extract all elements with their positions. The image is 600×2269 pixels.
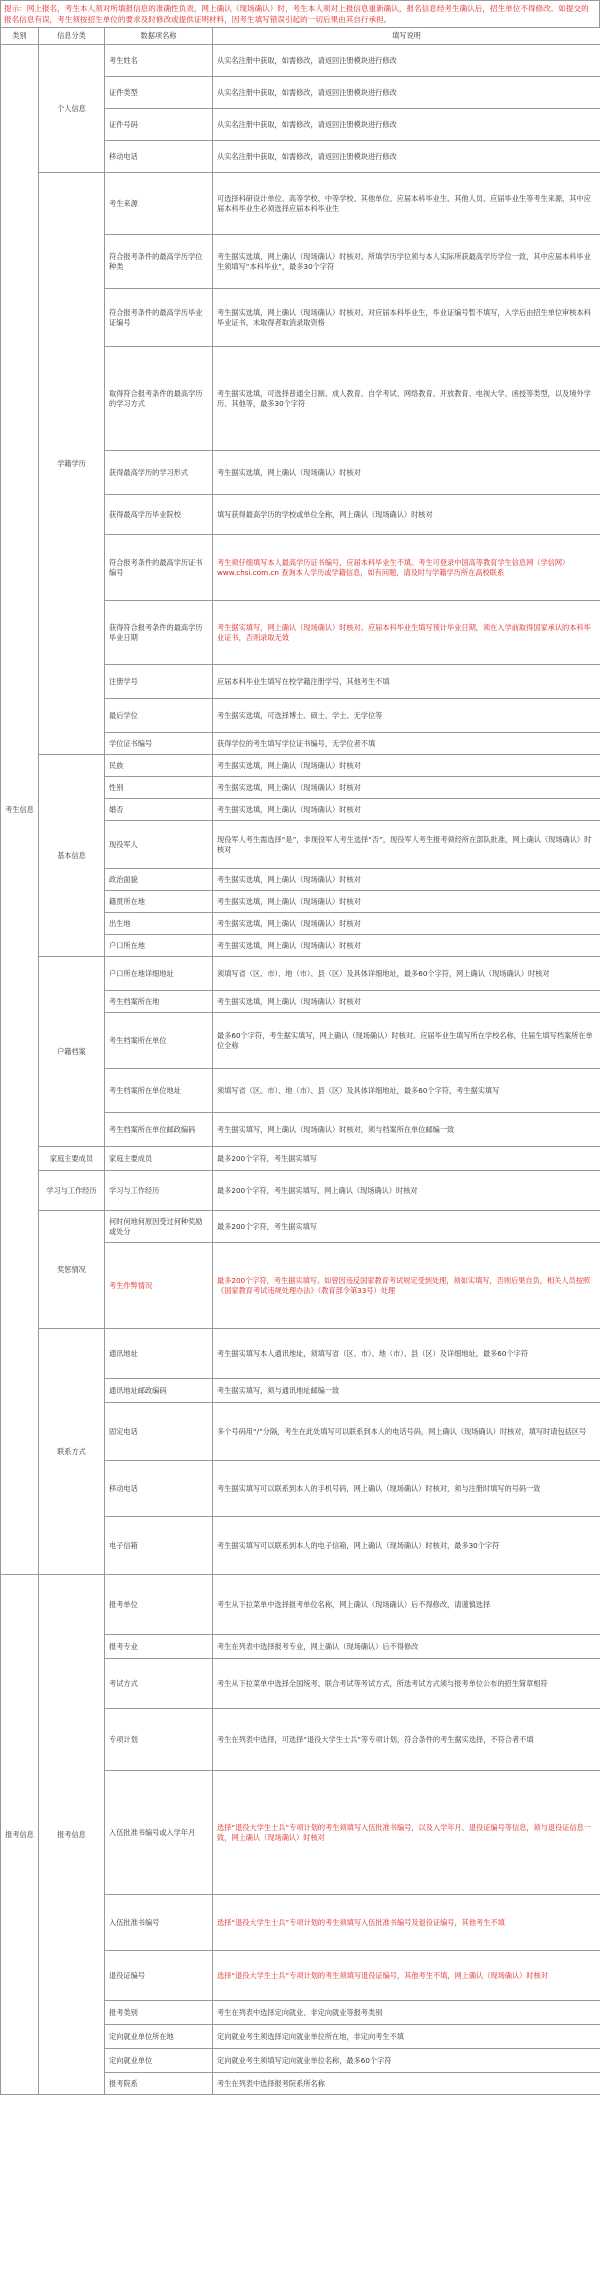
field-desc: 考生据实填写，网上确认（现场确认）时核对。应届本科毕业生填写预计毕业日期，须在入学前取得国家承认的本科毕业证书，否则录取无效 <box>213 601 600 665</box>
field-name: 定向就业单位所在地 <box>105 2025 213 2049</box>
field-desc: 考生据实选填，网上确认（现场确认）时核对 <box>213 991 600 1013</box>
field-desc: 应届本科毕业生填写在校学籍注册学号，其他考生不填 <box>213 665 600 699</box>
field-name: 移动电话 <box>105 1461 213 1517</box>
field-desc: 考生据实选填，网上确认（现场确认）时核对 <box>213 799 600 821</box>
field-desc: 须填写省（区、市）、地（市）、县（区）及具体详细地址，最多60个字符，考生据实填写 <box>213 1069 600 1113</box>
field-desc: 考生须仔细填写本人最高学历证书编号，应届本科毕业生不填。考生可登录中国高等教育学生信息网（学信网）www.chsi.com.cn 查询本人学历或学籍信息，如有问题，请及时与学籍学历所在高校联系 <box>213 535 600 601</box>
header-group: 信息分类 <box>39 28 105 45</box>
field-name: 考生档案所在单位地址 <box>105 1069 213 1113</box>
field-name: 考生来源 <box>105 173 213 235</box>
table-row <box>1 957 600 991</box>
field-desc: 填写获得最高学历的学校或单位全称，网上确认（现场确认）时核对 <box>213 495 600 535</box>
field-desc: 从实名注册中获取，如需修改，请返回注册模块进行修改 <box>213 45 600 77</box>
category-cell: 考生信息 <box>1 45 39 1575</box>
field-name: 考生档案所在单位邮政编码 <box>105 1113 213 1147</box>
field-name: 移动电话 <box>105 141 213 173</box>
field-name: 出生地 <box>105 913 213 935</box>
table-row <box>1 1211 600 1243</box>
group-cell: 家庭主要成员 <box>39 1147 105 1171</box>
field-desc: 选择“退役大学生士兵”专项计划的考生须填写退役证编号，其他考生不填，网上确认（现场确认）时核对 <box>213 1951 600 2001</box>
field-desc: 最多60个字符，考生据实填写，网上确认（现场确认）时核对。应届毕业生填写所在学校名称，往届生填写档案所在单位全称 <box>213 1013 600 1069</box>
field-desc: 考生据实填写，网上确认（现场确认）时核对，须与档案所在单位邮编一致 <box>213 1113 600 1147</box>
field-desc: 考生在列表中选择报考院系所名称 <box>213 2073 600 2095</box>
field-desc: 最多200个字符，考生据实填写。如曾因违反国家教育考试规定受到处理，须如实填写，否则后果自负，相关人员按照《国家教育考试违规处理办法》（教育部令第33号）处理 <box>213 1243 600 1329</box>
field-desc: 考生据实填写，须与通讯地址邮编一致 <box>213 1379 600 1403</box>
field-desc: 选择“退役大学生士兵”专项计划的考生须填写入伍批准书编号，以及入学年月、退役证编号等信息，须与退役证信息一致，网上确认（现场确认）时核对 <box>213 1771 600 1895</box>
field-desc: 考生从下拉菜单中选择报考单位名称，网上确认（现场确认）后不得修改，请谨慎选择 <box>213 1575 600 1635</box>
field-name: 考生姓名 <box>105 45 213 77</box>
header-description: 填写说明 <box>213 28 600 45</box>
field-name: 现役军人 <box>105 821 213 869</box>
notice-banner: 提示：网上报名，考生本人须对所填报信息的准确性负责，网上确认（现场确认）时，考生本人须对上报信息重新确认，报名信息经考生确认后，招生单位不得修改。如提交的报名信息有误，考生须按招生单位的要求及时修改或提供证明材料，因考生填写错误引起的一切后果由其自行承担。 <box>0 0 600 27</box>
field-desc: 考生据实选填，网上确认（现场确认）时核对 <box>213 891 600 913</box>
field-desc: 从实名注册中获取，如需修改，请返回注册模块进行修改 <box>213 77 600 109</box>
group-cell: 基本信息 <box>39 755 105 957</box>
field-desc: 考生据实选填，网上确认（现场确认）时核对 <box>213 451 600 495</box>
table-row <box>1 1329 600 1379</box>
field-name: 通讯地址邮政编码 <box>105 1379 213 1403</box>
field-desc: 定向就业考生须选择定向就业单位所在地，非定向考生不填 <box>213 2025 600 2049</box>
field-desc: 定向就业考生须填写定向就业单位名称，最多60个字符 <box>213 2049 600 2073</box>
field-desc: 考生据实选填，可选择普通全日制、成人教育、自学考试、网络教育、开放教育、电视大学、函授等类型，以及境外学历、其他等，最多30个字符 <box>213 347 600 451</box>
group-cell: 个人信息 <box>39 45 105 173</box>
field-name: 婚否 <box>105 799 213 821</box>
field-desc: 最多200个字符，考生据实填写，网上确认（现场确认）时核对 <box>213 1171 600 1211</box>
field-name: 专项计划 <box>105 1709 213 1771</box>
field-desc: 考生在列表中选择定向就业、非定向就业等报考类别 <box>213 2001 600 2025</box>
field-desc: 现役军人考生需选择“是”，非现役军人考生选择“否”，现役军人考生报考须经所在部队批准，网上确认（现场确认）时核对 <box>213 821 600 869</box>
field-name: 定向就业单位 <box>105 2049 213 2073</box>
field-name: 注册学号 <box>105 665 213 699</box>
table-row <box>1 1147 600 1171</box>
field-name: 家庭主要成员 <box>105 1147 213 1171</box>
group-cell: 报考信息 <box>39 1575 105 2095</box>
field-name: 电子信箱 <box>105 1517 213 1575</box>
field-name: 民族 <box>105 755 213 777</box>
field-desc: 考生据实填写可以联系到本人的电子信箱，网上确认（现场确认）时核对，最多30个字符 <box>213 1517 600 1575</box>
field-name: 入伍批准书编号或入学年月 <box>105 1771 213 1895</box>
field-desc: 考生据实选填，网上确认（现场确认）时核对。对应届本科毕业生，毕业证编号暂不填写，入学后由招生单位审核本科毕业证书，未取得者取消录取资格 <box>213 289 600 347</box>
field-name: 考生作弊情况 <box>105 1243 213 1329</box>
field-name: 学习与工作经历 <box>105 1171 213 1211</box>
field-name: 户口所在地详细地址 <box>105 957 213 991</box>
table-row <box>1 173 600 235</box>
field-name: 报考院系 <box>105 2073 213 2095</box>
field-desc: 选择“退役大学生士兵”专项计划的考生须填写入伍批准书编号及退役证编号，其他考生不填 <box>213 1895 600 1951</box>
field-desc: 多个号码用“/”分隔，考生在此处填写可以联系到本人的电话号码，网上确认（现场确认）时核对，填写时请包括区号 <box>213 1403 600 1461</box>
table-row <box>1 1575 600 1635</box>
field-name: 证件号码 <box>105 109 213 141</box>
field-desc: 考生据实填写可以联系到本人的手机号码，网上确认（现场确认）时核对，须与注册时填写的号码一致 <box>213 1461 600 1517</box>
field-name: 符合报考条件的最高学历证书编号 <box>105 535 213 601</box>
field-desc: 考生据实选填，网上确认（现场确认）时核对 <box>213 935 600 957</box>
field-name: 考生档案所在地 <box>105 991 213 1013</box>
group-cell: 联系方式 <box>39 1329 105 1575</box>
field-name: 退役证编号 <box>105 1951 213 2001</box>
header-category: 类别 <box>1 28 39 45</box>
group-cell: 学籍学历 <box>39 173 105 755</box>
field-name: 符合报考条件的最高学历毕业证编号 <box>105 289 213 347</box>
field-name: 报考单位 <box>105 1575 213 1635</box>
field-name: 符合报考条件的最高学历学位种类 <box>105 235 213 289</box>
field-desc: 考生据实填写本人通讯地址，须填写省（区、市）、地（市）、县（区）及详细地址，最多60个字符 <box>213 1329 600 1379</box>
field-name: 获得最高学历毕业院校 <box>105 495 213 535</box>
field-name: 学位证书编号 <box>105 733 213 755</box>
field-name: 考试方式 <box>105 1659 213 1709</box>
field-name: 获得符合报考条件的最高学历毕业日期 <box>105 601 213 665</box>
field-desc: 从实名注册中获取，如需修改，请返回注册模块进行修改 <box>213 141 600 173</box>
field-name: 户口所在地 <box>105 935 213 957</box>
field-name: 报考专业 <box>105 1635 213 1659</box>
field-name: 通讯地址 <box>105 1329 213 1379</box>
field-desc: 考生据实选填，网上确认（现场确认）时核对 <box>213 777 600 799</box>
field-desc: 考生据实选填，可选择博士、硕士、学士、无学位等 <box>213 699 600 733</box>
field-desc: 获得学位的考生填写学位证书编号，无学位者不填 <box>213 733 600 755</box>
field-desc: 最多200个字符，考生据实填写 <box>213 1211 600 1243</box>
field-name: 籍贯所在地 <box>105 891 213 913</box>
group-cell: 学习与工作经历 <box>39 1171 105 1211</box>
field-desc: 最多200个字符，考生据实填写 <box>213 1147 600 1171</box>
field-name: 固定电话 <box>105 1403 213 1461</box>
field-name: 报考类别 <box>105 2001 213 2025</box>
category-cell: 报考信息 <box>1 1575 39 2095</box>
field-table <box>0 27 600 2095</box>
table-row <box>1 1171 600 1211</box>
field-name: 取得符合报考条件的最高学历的学习方式 <box>105 347 213 451</box>
field-name: 最后学位 <box>105 699 213 733</box>
field-desc: 可选择科研设计单位、高等学校、中等学校、其他单位、应届本科毕业生、其他人员、应届毕业生等考生来源，其中应届本科毕业生必须选择应届本科毕业生 <box>213 173 600 235</box>
field-desc: 考生据实选填，网上确认（现场确认）时核对 <box>213 755 600 777</box>
field-name: 证件类型 <box>105 77 213 109</box>
field-desc: 考生据实选填，网上确认（现场确认）时核对。所填学历学位须与本人实际所获最高学历学位一致，其中应届本科毕业生须填写“本科毕业”，最多30个字符 <box>213 235 600 289</box>
field-name: 何时何地何原因受过何种奖励或处分 <box>105 1211 213 1243</box>
field-name: 考生档案所在单位 <box>105 1013 213 1069</box>
field-desc: 考生从下拉菜单中选择全国统考、联合考试等考试方式，所选考试方式须与报考单位公布的招生简章相符 <box>213 1659 600 1709</box>
field-desc: 考生在列表中选择，可选择“退役大学生士兵”等专项计划，符合条件的考生据实选择，不符合者不填 <box>213 1709 600 1771</box>
field-desc: 从实名注册中获取，如需修改，请返回注册模块进行修改 <box>213 109 600 141</box>
field-desc: 考生在列表中选择报考专业，网上确认（现场确认）后不得修改 <box>213 1635 600 1659</box>
field-name: 入伍批准书编号 <box>105 1895 213 1951</box>
field-desc: 考生据实选填，网上确认（现场确认）时核对 <box>213 913 600 935</box>
field-desc: 考生据实选填，网上确认（现场确认）时核对 <box>213 869 600 891</box>
header-field: 数据项名称 <box>105 28 213 45</box>
table-row <box>1 755 600 777</box>
group-cell: 户籍档案 <box>39 957 105 1147</box>
field-name: 获得最高学历的学习形式 <box>105 451 213 495</box>
group-cell: 奖惩情况 <box>39 1211 105 1329</box>
table-row <box>1 45 600 77</box>
field-name: 性别 <box>105 777 213 799</box>
table-header-row <box>1 28 600 45</box>
field-desc: 须填写省（区、市）、地（市）、县（区）及具体详细地址，最多60个字符，网上确认（现场确认）时核对 <box>213 957 600 991</box>
field-name: 政治面貌 <box>105 869 213 891</box>
